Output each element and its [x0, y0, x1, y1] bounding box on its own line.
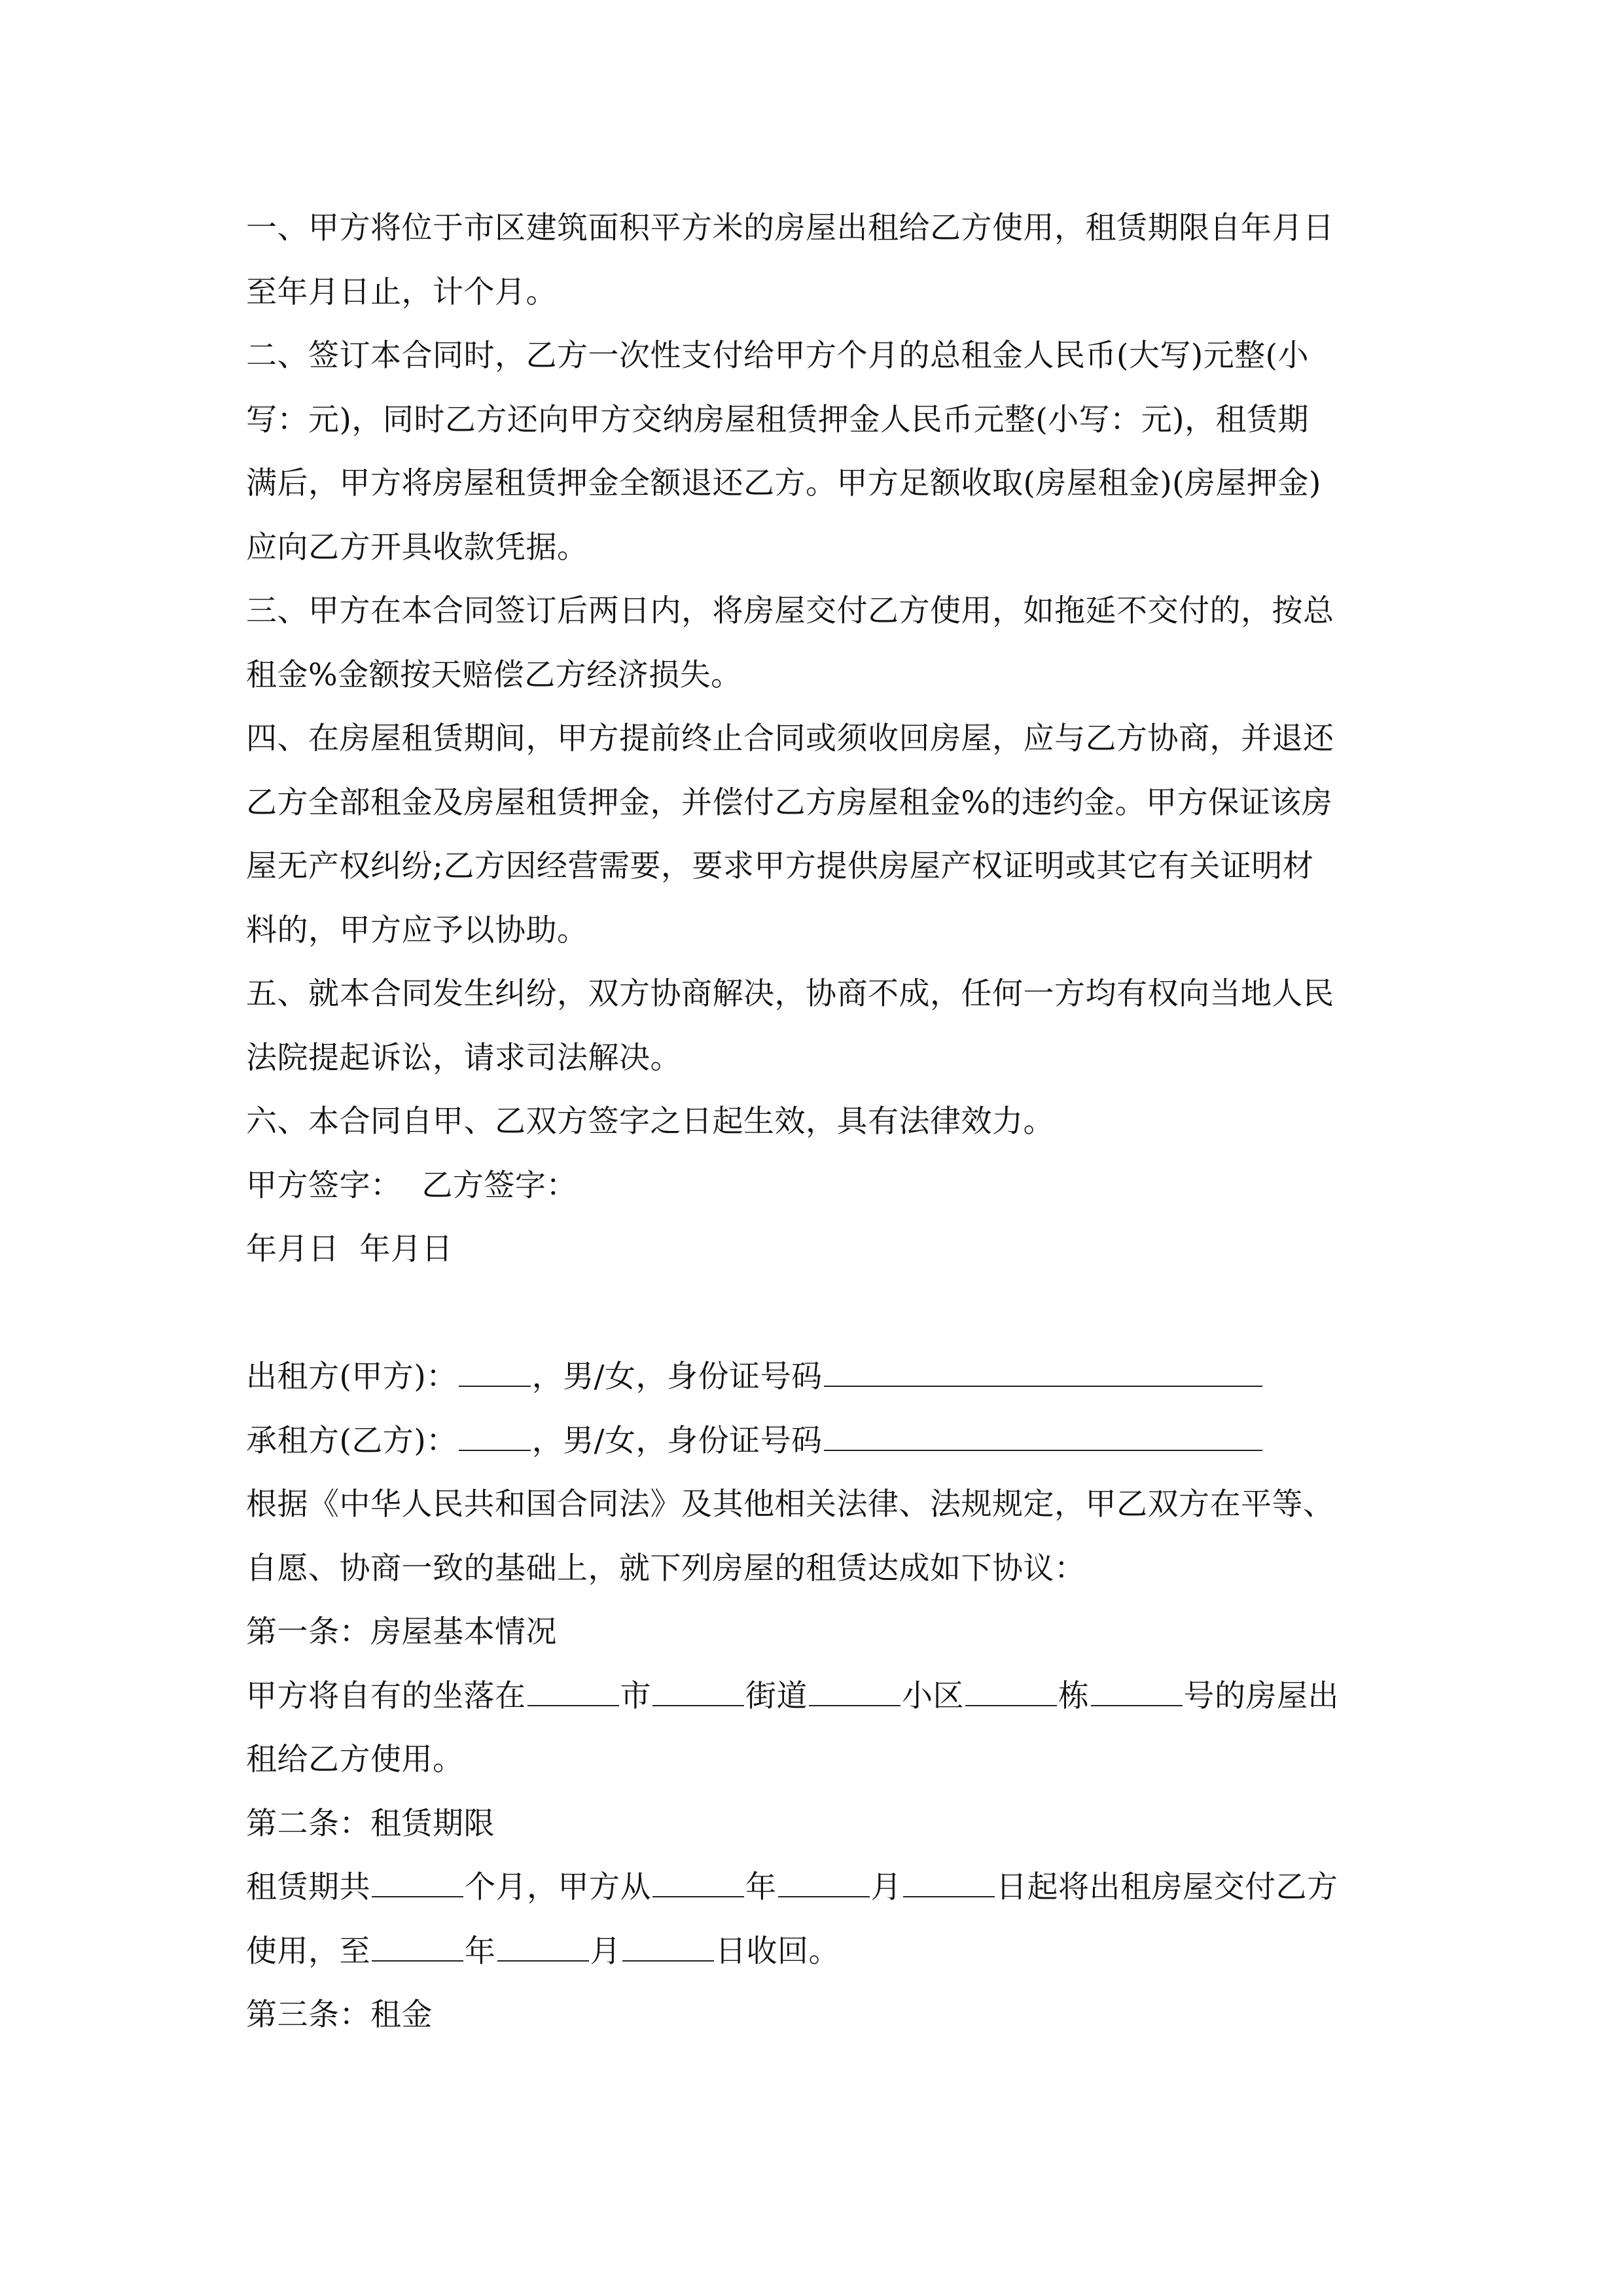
text-line: 写：元)，同时乙方还向甲方交纳房屋租赁押金人民币元整(小写：元)，租赁期 [246, 401, 1310, 438]
text-line: 五、就本合同发生纠纷，双方协商解决，协商不成，任何一方均有权向当地人民 [246, 976, 1334, 1012]
article-1-title: 第一条：房屋基本情况 [246, 1614, 557, 1650]
term-text: 日收回。 [715, 1933, 840, 1969]
street-blank [652, 1676, 744, 1706]
end-day-blank [622, 1931, 714, 1962]
text-line: 至年月日止，计个月。 [246, 274, 557, 310]
address-text: 甲方将自有的坐落在 [246, 1677, 526, 1714]
lessor-id-blank [824, 1357, 1262, 1387]
city-blank [527, 1676, 619, 1706]
start-day-blank [903, 1867, 995, 1897]
term-text: 年 [465, 1933, 496, 1969]
article-3-title: 第三条：租金 [246, 1997, 433, 2033]
text-line: 六、本合同自甲、乙双方签字之日起生效，具有法律效力。 [246, 1103, 1054, 1139]
document-body [246, 196, 1398, 2047]
district-blank [809, 1676, 901, 1706]
lessee-id-blank [824, 1421, 1262, 1451]
section-gap [246, 1282, 1398, 1346]
text-line: 根据《中华人民共和国合同法》及其他相关法律、法规规定，甲乙双方在平等、 [246, 1486, 1334, 1522]
lessee-label: 承租方(乙方)： [246, 1422, 457, 1459]
address-text: 小区 [902, 1677, 964, 1714]
text-line: 应向乙方开具收款凭据。 [246, 529, 588, 565]
term-text: 年 [745, 1869, 777, 1905]
term-text: 租赁期共 [246, 1869, 370, 1905]
lessee-line [246, 1409, 1398, 1473]
term-line-2 [246, 1920, 1398, 1984]
address-text: 市 [620, 1677, 651, 1714]
number-blank [1091, 1676, 1183, 1706]
end-month-blank [497, 1931, 589, 1962]
term-text: 月 [590, 1933, 621, 1969]
text-line: 法院提起诉讼，请求司法解决。 [246, 1039, 681, 1076]
text-line: 四、在房屋租赁期间，甲方提前终止合同或须收回房屋，应与乙方协商，并退还 [246, 721, 1334, 757]
text-line: 乙方全部租金及房屋租赁押金，并偿付乙方房屋租金%的违约金。甲方保证该房 [246, 784, 1333, 821]
address-text: 街道 [745, 1677, 808, 1714]
text-line: 自愿、协商一致的基础上，就下列房屋的租赁达成如下协议： [246, 1550, 1086, 1587]
signature-labels: 甲方签字： 乙方签字： [246, 1167, 577, 1204]
building-blank [965, 1676, 1057, 1706]
term-text: 月 [870, 1869, 902, 1905]
lessor-label: 出租方(甲方)： [246, 1359, 457, 1395]
months-blank [372, 1867, 463, 1897]
lessor-gender-id-label: ，男/女，身份证号码 [531, 1359, 823, 1395]
lessor-line [246, 1345, 1398, 1409]
term-text: 使用，至 [246, 1933, 370, 1969]
address-line [246, 1664, 1398, 1729]
start-year-blank [652, 1867, 744, 1897]
text-line: 料的，甲方应予以协助。 [246, 912, 588, 948]
article-2-title: 第二条：租赁期限 [246, 1805, 495, 1842]
text-line: 租给乙方使用。 [246, 1742, 464, 1778]
term-text: 日起将出租房屋交付乙方 [996, 1869, 1338, 1905]
start-month-blank [778, 1867, 870, 1897]
address-text: 栋 [1058, 1677, 1090, 1714]
signature-dates: 年月日 年月日 [246, 1231, 453, 1267]
text-line: 三、甲方在本合同签订后两日内，将房屋交付乙方使用，如拖延不交付的，按总 [246, 593, 1334, 629]
term-line [246, 1856, 1398, 1920]
address-text: 号的房屋出 [1183, 1677, 1339, 1714]
lessee-gender-id-label: ，男/女，身份证号码 [531, 1422, 823, 1459]
text-line: 租金%金额按天赔偿乙方经济损失。 [246, 656, 742, 693]
text-line: 满后，甲方将房屋租赁押金全额退还乙方。甲方足额收取(房屋租金)(房屋押金) [246, 465, 1321, 501]
lessee-name-blank [459, 1421, 531, 1451]
text-line: 一、甲方将位于市区建筑面积平方米的房屋出租给乙方使用，租赁期限自年月日 [246, 210, 1334, 246]
lessor-name-blank [459, 1357, 531, 1387]
end-year-blank [372, 1931, 463, 1962]
text-line: 二、签订本合同时，乙方一次性支付给甲方个月的总租金人民币(大写)元整(小 [246, 338, 1310, 374]
text-line: 屋无产权纠纷;乙方因经营需要，要求甲方提供房屋产权证明或其它有关证明材 [246, 848, 1314, 884]
term-text: 个月，甲方从 [465, 1869, 651, 1905]
